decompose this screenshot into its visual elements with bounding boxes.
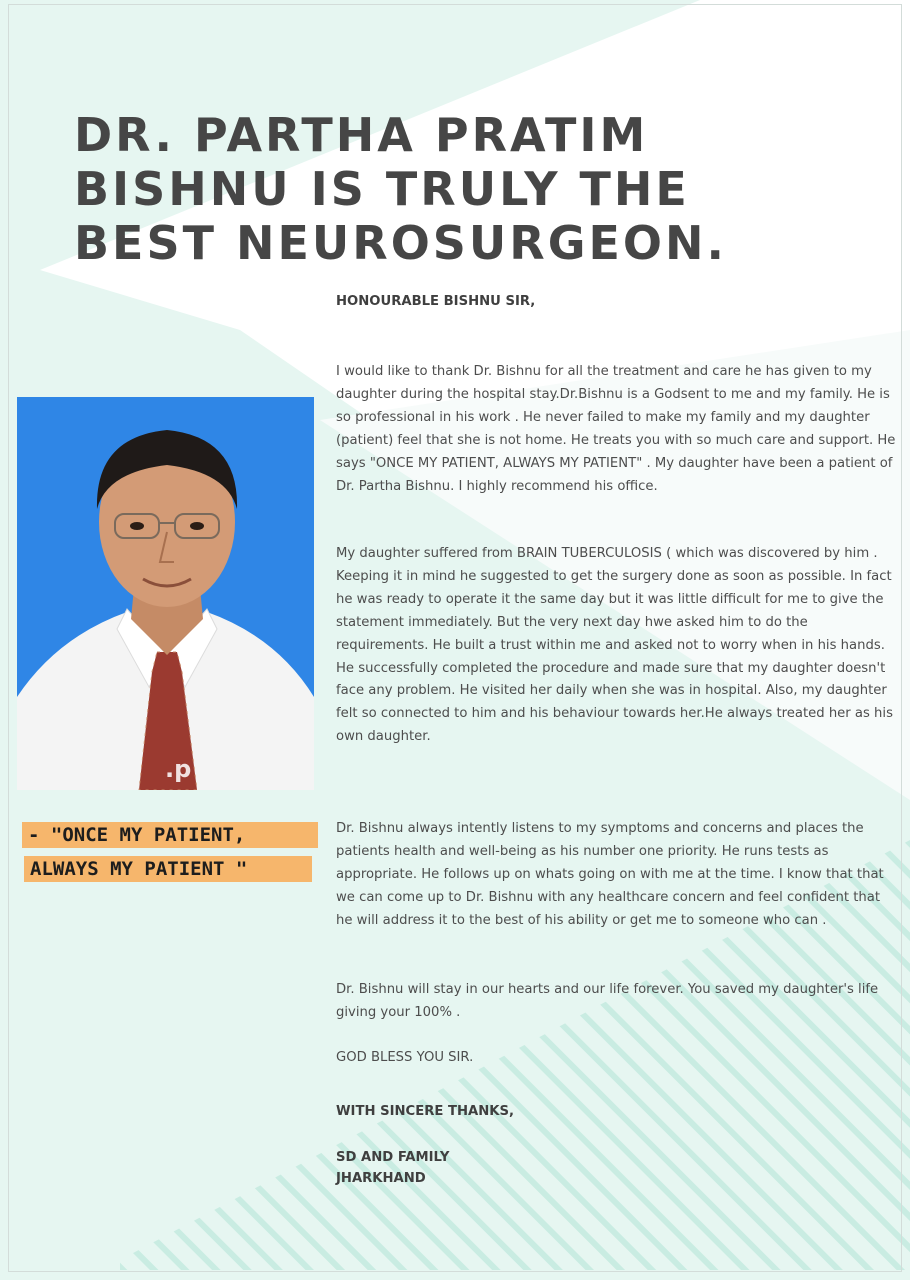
blessing-line: GOD BLESS YOU SIR.	[336, 1050, 474, 1065]
letter-paragraph-2: My daughter suffered from BRAIN TUBERCULOSIS ( which was discovered by him . Keeping it in mind he suggested to get the surgery done as soon as possible. In fact he was ready to operate it the same day but it was little difficult for me to give the statement immediately. But the very next day hwe asked him to do the requirements. He built a trust within me and asked not to worry when in his hands. He successfully completed the procedure and made sure that my daughter doesn't face any problem. He visited her daily when she was in hospital. Also, my daughter felt so connected to him and his behaviour towards her.He always treated her as his own daughter.	[336, 546, 893, 745]
doctor-photo	[17, 397, 314, 790]
photo-watermark: .p	[165, 755, 192, 783]
salutation: HONOURABLE BISHNU SIR,	[336, 294, 536, 309]
page-title: DR. PARTHA PRATIM BISHNU IS TRULY THE BEST NEUROSURGEON.	[74, 108, 727, 270]
letter-paragraph-1: I would like to thank Dr. Bishnu for all the treatment and care he has given to my daughter during the hospital stay.Dr.Bishnu is a Godsent to me and my family. He is so professional in his work . He never failed to make my family and my daughter (patient) feel that she is not home. He treats you with so much care and support. He says "ONCE MY PATIENT, ALWAYS MY PATIENT" . My daughter have been a patient of Dr. Partha Bishnu. I highly recommend his office.	[336, 364, 896, 494]
quote-highlight-line1: - "ONCE MY PATIENT,	[22, 822, 318, 848]
closing-line: WITH SINCERE THANKS,	[336, 1104, 514, 1119]
signature: SD AND FAMILY JHARKHAND	[336, 1150, 450, 1186]
letter-paragraph-3: Dr. Bishnu always intently listens to my symptoms and concerns and places the patients health and well-being as his number one priority. He runs tests as appropriate. He follows up on whats going on with me at the time. I know that that we can come up to Dr. Bishnu with any healthcare concern and feel confident that he will address it to the best of his ability or get me to someone who can .	[336, 821, 884, 928]
quote-highlight-line2: ALWAYS MY PATIENT "	[24, 856, 312, 882]
letter-paragraph-4: Dr. Bishnu will stay in our hearts and our life forever. You saved my daughter's life giving your 100% .	[336, 982, 879, 1020]
